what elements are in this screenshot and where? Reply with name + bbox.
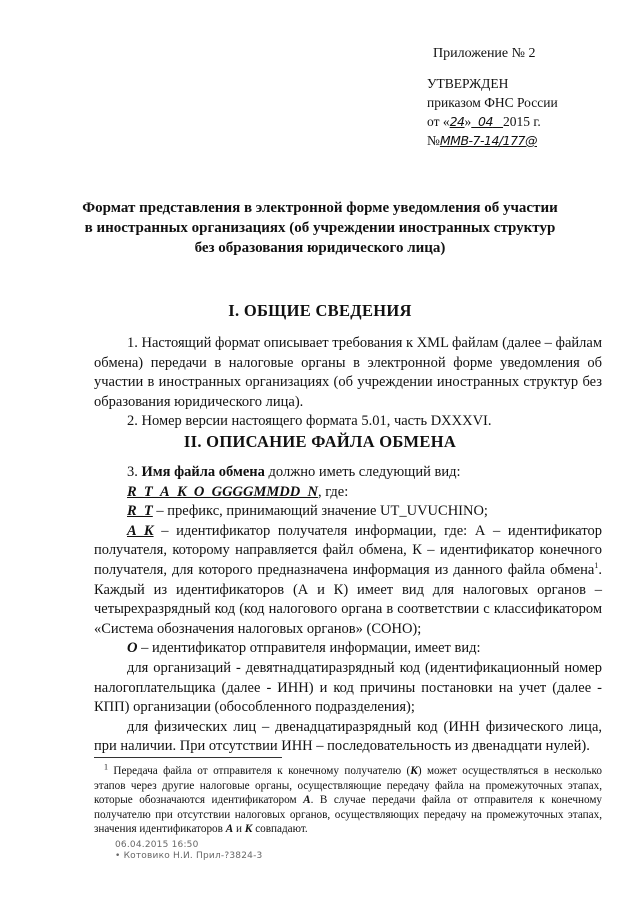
approval-block <box>427 74 558 150</box>
number-value: ММВ-7-14/177@ <box>439 133 537 148</box>
ak-desc-2: . Каждый из идентификаторов (А и К) имеет вид для налоговых органов – четырехразрядный код (код налогового органа в соответствии с классификатором «Система обозначения налоговых органов» (СОНО); <box>94 561 602 637</box>
approved-label: УТВЕРЖДЕН <box>427 76 509 91</box>
fn-k2: К <box>244 823 253 836</box>
print-stamp-author: • Котовико Н.И. Прил-?3824-3 <box>115 851 263 861</box>
paragraph-2: 2. Номер версии настоящего формата 5.01, часть DXXXVI. <box>127 413 492 430</box>
fn-t4: и <box>233 823 245 836</box>
fn-a1: А <box>303 794 311 807</box>
date-day: 24 <box>449 114 465 129</box>
section-2-body <box>94 463 602 757</box>
section-1-body <box>94 334 602 432</box>
fn-t2: ) может осуществляться в несколько этапов через другие налоговые органы, осуществляющие передачу файла на промежуточных этапах, которые обозначаются идентификатором <box>94 765 602 807</box>
pattern-value: R_T_A_K_O_GGGGMMDD_N <box>127 483 318 500</box>
section-2-heading: II. ОПИСАНИЕ ФАЙЛА ОБМЕНА <box>183 432 457 451</box>
number-prefix: № <box>427 133 440 148</box>
document-title: Формат представления в электронной форме уведомления об участии в иностранных организациях (об учреждении иностранных структур без образования юридического лица) <box>82 200 558 256</box>
org-definition: для организаций - девятнадцатиразрядный код (идентификационный номер налогоплательщика (далее - ИНН) и код причины постановки на учет (далее - КПП) организации (обособленного подразделения); <box>94 659 602 716</box>
p3-bold: Имя файла обмена <box>141 464 265 480</box>
p3-number: 3. <box>127 464 142 480</box>
ak-desc-1: – идентификатор получателя информации, где: А – идентификатор получателя, которому направляется файл обмена, К – идентификатор конечного получателя, для которого предназначена информация из данного файла обмена <box>94 522 602 578</box>
file-name-pattern <box>94 483 602 503</box>
date-prefix: от « <box>427 114 450 129</box>
section-1-heading: I. ОБЩИЕ СВЕДЕНИЯ <box>228 301 412 320</box>
paragraph-1: 1. Настоящий формат описывает требования к XML файлам (далее – файлам обмена) передачи в налоговые органы в электронной форме уведомления об участии в иностранных организациях (об учреждении иностранных структур без образования юридического лица). <box>94 335 602 410</box>
o-term: O <box>127 640 138 657</box>
fn-a2: А <box>225 823 234 836</box>
date-month: 04 <box>478 114 493 129</box>
fn-t1: Передача файла от отправителя к конечному получателю ( <box>108 765 411 777</box>
ak-term: A_K <box>127 522 154 539</box>
order-date <box>427 112 558 131</box>
fn-k1: К <box>410 765 418 777</box>
print-stamp-date: 06.04.2015 16:50 <box>115 840 199 850</box>
p3-rest: должно иметь следующий вид: <box>264 464 461 480</box>
date-month-line <box>471 114 503 129</box>
footnote-mark: 1 <box>104 762 108 772</box>
fn-t3: . В случае передачи файла от отправителя к конечному получателю при отсутствии налоговых органов, осуществляющих передачу на промежуточных этапах, значения идентификаторов <box>94 794 602 836</box>
pattern-rest: , где: <box>317 483 349 500</box>
ak-definition <box>94 522 602 640</box>
footnote-text <box>94 764 602 837</box>
rt-term: R_T <box>127 503 153 520</box>
o-desc: – идентификатор отправителя информации, имеет вид: <box>137 640 481 657</box>
o-definition <box>94 639 602 659</box>
order-label: приказом ФНС России <box>427 95 558 110</box>
person-definition: для физических лиц – двенадцатиразрядный код (ИНН физического лица, при наличии. При отсутствии ИНН – последовательность из двенадцати нулей). <box>94 718 602 755</box>
order-number <box>427 131 558 150</box>
rt-desc: – префикс, принимающий значение UT_UVUCHINO; <box>152 503 488 520</box>
date-mid: » <box>464 114 472 129</box>
appendix-label: Приложение № 2 <box>433 46 536 61</box>
rt-definition <box>94 502 602 522</box>
date-year: 2015 г. <box>503 114 541 129</box>
footnote-divider <box>94 757 282 758</box>
footnote <box>94 764 602 837</box>
footnote-ref: 1 <box>594 561 599 571</box>
paragraph-3 <box>94 463 602 483</box>
fn-t5: совпадают. <box>252 823 308 836</box>
